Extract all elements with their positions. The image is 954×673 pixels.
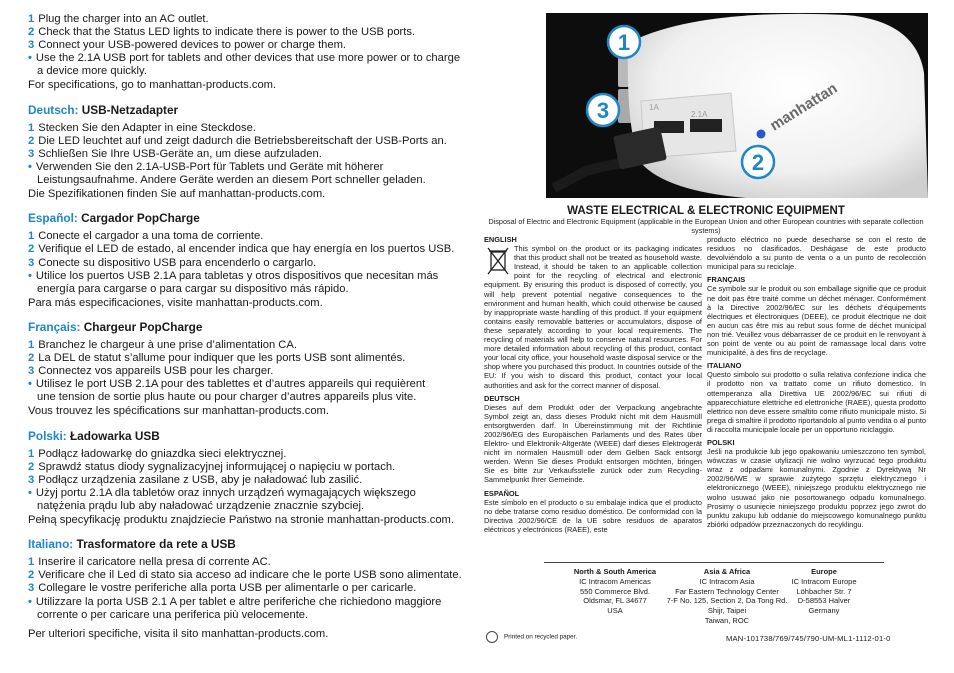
weee-subtitle: Disposal of Electric and Electronic Equipment (applicable in the European Union and other European countries with separate collection systems) — [488, 217, 924, 235]
bullet-line-cont: corrente o per caricare una periferica più velocemente. — [37, 608, 309, 621]
step-3: 3 Connect your USB-powered devices to power or charge them. — [28, 39, 347, 52]
bullet-line-cont: une tension de sortie plus haute ou pour charger d’autres appareils plus vite. — [37, 391, 417, 404]
svg-text:2: 2 — [751, 150, 765, 175]
spec-footer: For specifications, go to manhattan-products.com. — [28, 79, 277, 92]
step-2: 2 La DEL de statut s’allume pour indiquer que les ports USB sont alimentés. — [28, 352, 406, 365]
step-1: 1 Inserire il caricatore nella presa di corrente AC. — [28, 556, 271, 569]
bullet-line: • Verwenden Sie den 2.1A-USB-Port für Tablets und Geräte mit höherer — [28, 160, 384, 173]
lang-heading: ESPAÑOL — [484, 488, 520, 498]
step-1: 1 Plug the charger into an AC outlet. — [28, 13, 209, 25]
lang-heading: DEUTSCH — [484, 393, 520, 403]
lang-heading: FRANÇAIS — [707, 275, 746, 285]
bullet-line-cont: a device more quickly. — [37, 65, 147, 78]
step-2: 2 Check that the Status LED lights to indicate there is power to the USB ports. — [28, 26, 416, 39]
lang-heading: POLSKI — [707, 437, 735, 447]
step-3: 3 Conecte su dispositivo USB para encenderlo o cargarlo. — [28, 256, 317, 269]
step-1: 1 Branchez le chargeur à une prise d’alimentation CA. — [28, 338, 297, 351]
spec-footer: Per ulteriori specifiche, visita il sito manhattan-products.com. — [28, 627, 329, 640]
step-3: 3 Connectez vos appareils USB pour les charger. — [28, 365, 274, 378]
weee-paragraph: Questo simbolo sui prodotto o sulla relativa confezione indica che il prodotto non va trattato come un rifiuto domestico. In ottemperanza alla Direttiva UE 2002/96/EC sui rifiuti di apparecchiature elettriche ed elettroniche (RAEE), questa prodotto elettrico non deve essere smaltito come rifiuto municipale misto. Si prega di smaltire il prodotto riportandolo al punto vendita o al punto di raccolta municipale locale per un opportuno riciclaggio. — [707, 370, 926, 434]
bullet-line: • Use the 2.1A USB port for tablets and other devices that use more power or to charge — [28, 52, 461, 65]
svg-text:3: 3 — [596, 98, 610, 123]
section-heading: Deutsch: USB-Netzadapter — [28, 102, 179, 117]
weee-paragraph: Dieses auf dem Produkt oder der Verpackung angebrachte Symbol zeigt an, dass dieses Produkt nicht mit dem Hausmüll entsorgtwerden darf. In Übereinstimmung mit der Richtlinie 2002/96/EG des Europäischen Parlaments und des Rates über Elektro- und Elektronik-Altgeräte (WEEE) darf dieses Elektrogerät nicht im normalen Hausmüll oder dem Gelben Sack entsorgt werden. Wenn Sie dieses Produkt entsorgen möchten, bringen Sie es bitte zur Verkaufsstelle zurück oder zum Recycling-Sammelpunkt Ihrer Gemeinde. — [484, 402, 702, 485]
spec-footer: Die Spezifikationen finden Sie auf manhattan-products.com. — [28, 188, 326, 201]
port-label-1a: 1A — [649, 103, 659, 112]
section-italiano — [28, 538, 478, 641]
step-3: 3 Schließen Sie Ihre USB-Geräte an, um diese aufzuladen. — [28, 147, 322, 160]
instructions-column — [28, 13, 478, 641]
weee-title: WASTE ELECTRICAL & ELECTRONIC EQUIPMENT — [567, 205, 845, 217]
weee-paragraph: Jeśli na produkcie lub jego opakowaniu umieszczono ten symbol, wówczas w czasie utylizacji nie wolno wyrzucać tego produktu wraz z odpadami komunalnymi. Zgodnie z Dyrektywą Nr 2002/96/WE w sprawie zużytego sprzętu elektrycznego i elektronicznego (WEEE), niniejszego produktu elektrycznego nie wolno usuwać jako nie posortowanego odpadu komunalnego. Prosimy o usunięcie niniejszego produktu poprzez jego zwrot do punktu zakupu lub oddanie do miejscowego komunalnego punktu zbiórki odpadów przeznaczonych do recyklingu. — [707, 447, 926, 529]
address-americas: North & South America IC Intracom Americas 550 Commerce Blvd. Oldsmar, FL 34677 USA — [573, 567, 657, 616]
weee-paragraph: producto eléctrico no puede desecharse se con el resto de residuos no clasificados. Deshágase de este producto devolviéndolo a su punto de venta o a un punto de recolección municipal para su reciclaje. — [707, 235, 926, 272]
step-2: 2 Sprawdź status diody sygnalizacyjnej informującej o napięciu w portach. — [28, 460, 396, 473]
spec-footer: Pełną specyfikację produktu znajdziecie Państwo na stronie manhattan-products.com. — [28, 514, 454, 527]
bullet-line-cont: Leistungsaufnahme. Andere Geräte werden an diesem Port schneller geladen. — [37, 174, 426, 187]
charger-illustration — [546, 13, 928, 198]
address-asia-africa: Asia & Africa IC Intracom Asia Far Eastern Technology Center 7-F No. 125, Section 2, Da Tong Rd. Shijr, Taipei Taiwan, ROC — [666, 567, 788, 625]
spec-footer: Vous trouvez les spécifications sur manhattan-products.com. — [28, 405, 329, 418]
document-code: MAN-101738/769/745/790-UM-ML1-1112-01-0 — [726, 634, 891, 643]
recycled-note: Printed on recycled paper. — [486, 631, 577, 643]
crossed-bin-icon — [486, 246, 510, 276]
brand-logo: manhattan — [767, 79, 841, 135]
bullet-line: • Utilizzare la porta USB 2.1 A per tablet e altre periferiche che richiedono maggiore — [28, 595, 442, 608]
weee-paragraph: This symbol on the product or its packaging indicates that this product shall not be treated as household waste. Instead, it should be taken to an applicable collection point for the recycling of electrical and electronic equipment. By ensuring this product is disposed of correctly, you will help prevent potential negative consequences to the environment and human health, which could otherwise be caused by inappropriate waste handling of this product. If your equipment contains easily removable batteries or accumulators, dispose of these separately according to your local requirements. The recycling of materials will help to conserve natural resources. For more detailed information about recycling of this product, contact your local city office, your household waste disposal service or the shop where you purchased this product. In countries outside of the EU: If you wish to discard this product, contact your local authorities and ask for the correct manner of disposal. — [484, 244, 702, 390]
lang-heading: ITALIANO — [707, 361, 742, 371]
section-heading: Polski: Ładowarka USB — [28, 428, 160, 443]
section-heading: Italiano: Trasformatore da rete a USB — [28, 537, 236, 552]
step-1: 1 Stecken Sie den Adapter in eine Steckdose. — [28, 121, 256, 134]
usb-port-21a — [690, 119, 722, 132]
port-label-21a: 2.1A — [691, 110, 708, 119]
divider — [544, 562, 884, 563]
lang-heading: ENGLISH — [484, 235, 517, 244]
section-heading: Español: Cargador PopCharge — [28, 211, 200, 226]
bullet-line: • Użyj portu 2.1A dla tabletów oraz innych urządzeń wymagających większego — [28, 486, 416, 499]
step-1: 1 Conecte el cargador a una toma de corriente. — [28, 230, 264, 243]
status-led — [757, 130, 766, 139]
section-polski — [28, 430, 478, 528]
spec-footer: Para más especificaciones, visite manhattan-products.com. — [28, 296, 323, 309]
bullet-line: • Utilice los puertos USB 2.1A para tabletas y otros dispositivos que necesitan más — [28, 269, 439, 282]
weee-column-1 — [484, 235, 702, 534]
section-francais — [28, 321, 478, 419]
recycle-icon — [486, 631, 498, 643]
bullet-line: • Utilisez le port USB 2.1A pour des tablettes et d’autres appareils qui requièrent — [28, 378, 426, 391]
section-heading: Français: Chargeur PopCharge — [28, 319, 203, 334]
section-espanol — [28, 212, 478, 310]
step-2: 2 Die LED leuchtet auf und zeigt dadurch die Betriebsbereitschaft der USB-Ports an. — [28, 134, 447, 147]
step-3: 3 Podłącz urządzenia zasilane z USB, aby je naładować lub zasilić. — [28, 473, 363, 486]
svg-text:1: 1 — [617, 30, 631, 55]
step-1: 1 Podłącz ładowarkę do gniazdka sieci elektrycznej. — [28, 447, 287, 460]
bullet-line-cont: natężenia prądu lub aby naładować urządzenie znacznie szybciej. — [37, 500, 365, 512]
step-2: 2 Verifique el LED de estado, al encender indica que hay energía en los puertos USB. — [28, 243, 455, 256]
product-photo — [546, 13, 928, 198]
weee-paragraph: Este símbolo en el producto o su embalaje indica que el producto no debe tratarse como residuo doméstico. De conformidad con la Directiva 2002/96/CE de la UE sobre residuos de aparatos eléctricos y electrónicos (RAEE), este — [484, 497, 702, 534]
step-2: 2 Verificare che il Led di stato sia acceso ad indicare che le porte USB sono alimentate. — [28, 569, 462, 582]
bullet-line-cont: energía para cargarse o para cargar su dispositivo más rápido. — [37, 282, 349, 295]
section-deutsch — [28, 104, 478, 202]
step-3: 3 Collegare le vostre periferiche alla porta USB per alimentarle o per caricarle. — [28, 582, 417, 595]
weee-paragraph: Ce symbole sur le produit ou son emballage signifie que ce produit ne doit pas être traité comme un déchet ménager. Conformément à la Directive 2002/96/EC sur les déchets d’équipements électriques et électroniques (DEEE), ce produit électrique ne doit en aucun cas être mis au rebut sous forme de déchet municipal non trié. Veuillez vous débarrasser de ce produit en le renvoyant à son point de vente ou au point de ramassage local dans votre municipalité, à des fins de recyclage. — [707, 284, 926, 358]
section-english — [28, 13, 478, 93]
weee-column-2 — [707, 235, 926, 529]
address-europe: Europe IC Intracom Europe Löhbacher Str. 7 D-58553 Halver Germany — [791, 567, 857, 616]
